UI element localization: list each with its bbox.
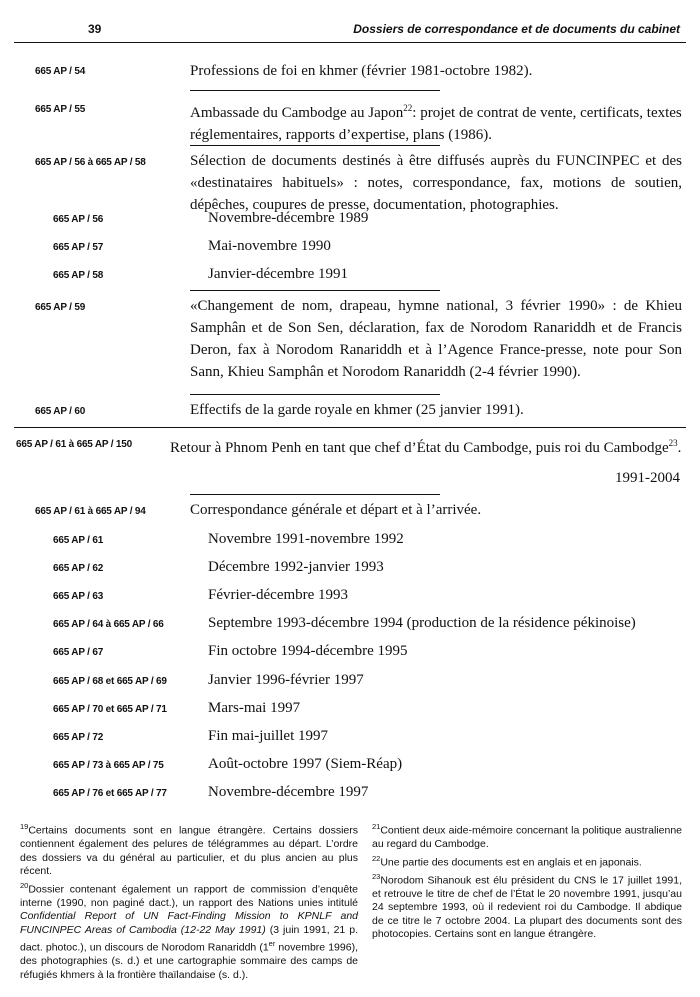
entry-text: Sélection de documents destinés à être diffusés auprès du FUNCINPEC et des «destinataires habituels» : notes, correspondance, fax, motions de soutien, dépêches, coupures de presse, documentation, photographies. [190, 153, 682, 213]
entry-text: Mai-novembre 1990 [208, 238, 331, 254]
footnote: $^{20}$Dossier contenant également un rapport de commission d’enquête interne (1990, non paginé dact.), un rapport des Nations unies intitulé Confidential Report of UN Fact-Finding Mission to KPNLF and FUNCINPEC Areas of Cambodia (12-22 May 1991) (3 juin 1991, 21 p. dact. photoc.), un discours de Norodom Ranariddh (1er novembre 1996), des photographies (s. d.) et une cartographie sommaire des camps de réfugiés khmers à la frontière thaïlandaise (s. d.). [20, 880, 358, 981]
entry-text: Août-octobre 1997 (Siem-Réap) [208, 756, 403, 772]
entry-ref: 665 AP / 61 à 665 AP / 94 [35, 506, 146, 517]
running-title: Dossiers de correspondance et de documents du cabinet [353, 22, 680, 36]
entry-ref: 665 AP / 76 et 665 AP / 77 [53, 788, 167, 799]
entry-text: Ambassade du Cambodge au Japon$^{22}$: projet de contrat de vente, certificats, textes réglementaires, rapports d’expertise, plans (1986). [190, 103, 682, 143]
entry-text: Professions de foi en khmer (février 1981-octobre 1982). [190, 63, 533, 79]
entry-text: «Changement de nom, drapeau, hymne national, 3 février 1990» : de Khieu Samphân et de Son Sen, déclaration, fax de Norodom Ranariddh et de Francis Deron, fax à Norodom Ranariddh et à l’Agence France-presse, note pour Son Sann, Khieu Samphân et Norodom Ranariddh (2-4 février 1990). [190, 298, 682, 380]
entry-ref: 665 AP / 63 [53, 591, 104, 602]
separator [190, 145, 440, 146]
entry-text: Retour à Phnom Penh en tant que chef d’État du Cambodge, puis roi du Cambodge$^{23}$. [170, 438, 682, 456]
entry-ref: 665 AP / 70 et 665 AP / 71 [53, 704, 167, 715]
footnote: $^{22}$Une partie des documents est en anglais et en japonais. [372, 853, 642, 868]
entry-text: Fin mai-juillet 1997 [208, 728, 328, 744]
entry-text: Décembre 1992-janvier 1993 [208, 559, 384, 575]
footnote-ref: 23 [668, 438, 678, 448]
footnote: $^{19}$Certains documents sont en langue étrangère. Certains dossiers contiennent également des pelures de télégrammes au départ. L’ordre des dossiers va du général au particulier, et du plus ancien au plus récent. [20, 822, 358, 877]
entry-ref: 665 AP / 56 à 665 AP / 58 [35, 157, 146, 168]
entry-ref: 665 AP / 72 [53, 732, 104, 743]
entry-text: Fin octobre 1994-décembre 1995 [208, 643, 408, 659]
entry-text: Correspondance générale et départ et à l’arrivée. [190, 502, 482, 518]
section-rule [14, 427, 686, 428]
entry-ref: 665 AP / 55 [35, 104, 86, 115]
entry-text: Mars-mai 1997 [208, 700, 301, 716]
entry-ref: 665 AP / 60 [35, 406, 86, 417]
entry-ref: 665 AP / 54 [35, 66, 86, 77]
separator [190, 290, 440, 291]
entry-ref: 665 AP / 59 [35, 302, 86, 313]
entry-ref: 665 AP / 57 [53, 242, 104, 253]
footnotes-left [20, 820, 358, 982]
entry-ref: 665 AP / 61 à 665 AP / 150 [16, 439, 133, 450]
entry-ref: 665 AP / 67 [53, 647, 104, 658]
footnote-ref: 22 [403, 103, 413, 113]
entry-text: Janvier-décembre 1991 [208, 266, 349, 282]
entry-text: Novembre-décembre 1989 [208, 210, 369, 226]
entry-ref: 665 AP / 73 à 665 AP / 75 [53, 760, 164, 771]
entry-text: Effectifs de la garde royale en khmer (25 janvier 1991). [190, 402, 524, 418]
entry-ref: 665 AP / 56 [53, 214, 104, 225]
separator [190, 90, 440, 91]
entry-text: Novembre 1991-novembre 1992 [208, 531, 404, 547]
entry-text: Novembre-décembre 1997 [208, 784, 369, 800]
separator [190, 494, 440, 495]
header-rule [14, 42, 686, 43]
footnote: $^{23}$Norodom Sihanouk est élu président du CNS le 17 juillet 1991, et retrouve le titre de chef de l’État le 20 novembre 1991, jusqu’au 24 septembre 1993, où il redevient roi du Cambodge. Il abdique de ce titre le 7 octobre 2004. La plupart des documents sont des photocopies. Certains sont en langue étrangère. [372, 871, 682, 940]
separator [190, 394, 440, 395]
entry-ref: 665 AP / 64 à 665 AP / 66 [53, 619, 164, 630]
entry-text: Septembre 1993-décembre 1994 (production de la résidence pékinoise) [208, 615, 636, 631]
entry-ref: 665 AP / 61 [53, 535, 104, 546]
entry-date: 1991-2004 [615, 470, 680, 486]
entry-text: Février-décembre 1993 [208, 587, 349, 603]
entry-text: Janvier 1996-février 1997 [208, 672, 364, 688]
page-number: 39 [88, 22, 102, 36]
entry-ref: 665 AP / 68 et 665 AP / 69 [53, 676, 167, 687]
footnotes-right [372, 820, 682, 942]
entry-ref: 665 AP / 62 [53, 563, 104, 574]
entry-ref: 665 AP / 58 [53, 270, 104, 281]
footnote: $^{21}$Contient deux aide-mémoire concernant la politique australienne au regard du Cambodge. [372, 822, 682, 850]
